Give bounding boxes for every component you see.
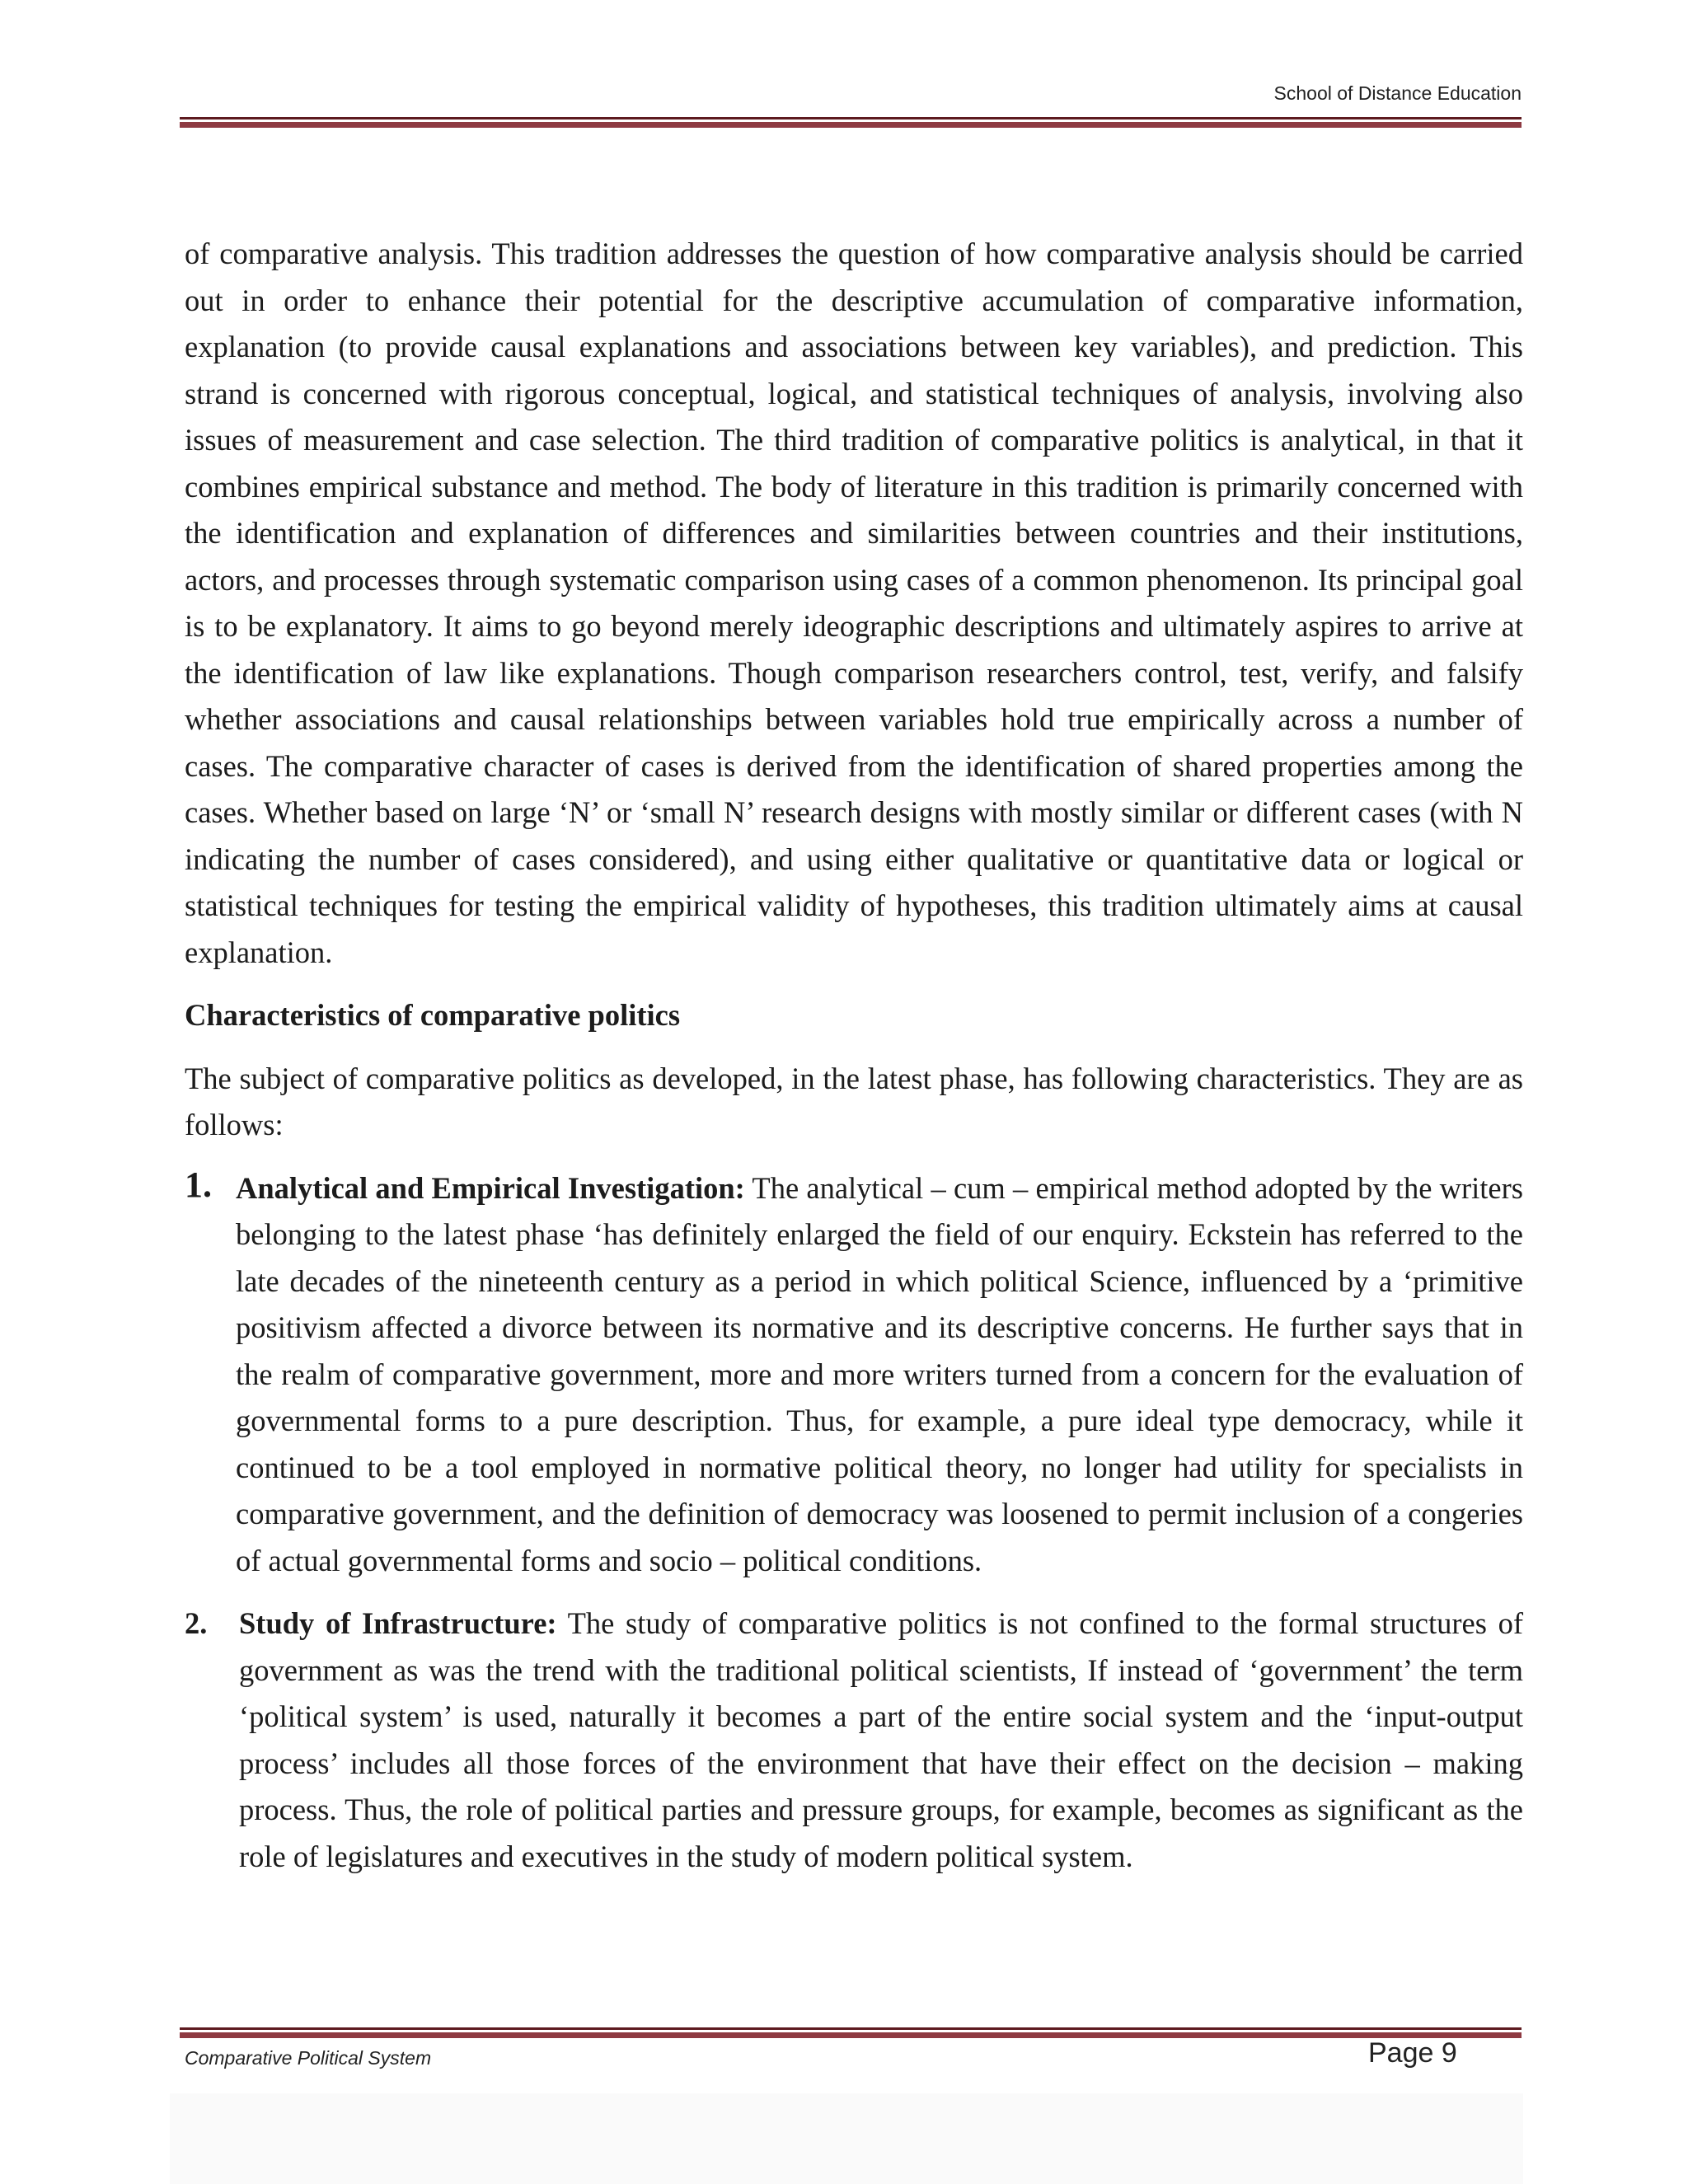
list-item-label: Study of Infrastructure: [239, 1606, 557, 1640]
body-paragraph: of comparative analysis. This tradition addresses the question of how comparative analysis should be carried out in order to enhance their potential for the descriptive accumulation of comparative information, explanation (to provide causal explanations and associations between key variables), and prediction. This strand is concerned with rigorous conceptual, logical, and statistical techniques of analysis, involving also issues of measurement and case selection. The third tradition of comparative politics is analytical, in that it combines empirical substance and method. The body of literature in this tradition is primarily concerned with the identification and explanation of differences and similarities between countries and their institutions, actors, and processes through systematic comparison using cases of a common phenomenon. Its principal goal is to be explanatory. It aims to go beyond merely ideographic descriptions and ultimately aspires to arrive at the identification of law like explanations. Though comparison researchers control, test, verify, and falsify whether associations and causal relationships between variables hold true empirically across a number of cases. The comparative character of cases is derived from the identification of shared properties among the cases. Whether based on large ‘N’ or ‘small N’ research designs with mostly similar or different cases (with N indicating the number of cases considered), and using either qualitative or quantitative data or logical or statistical techniques for testing the empirical validity of hypotheses, this tradition ultimately aims at causal explanation. [185, 237, 1523, 969]
intro-paragraph: The subject of comparative politics as developed, in the latest phase, has following characteristics. They are as follows: [185, 1061, 1523, 1141]
page-number: Page 9 [1368, 2037, 1457, 2069]
page-bottom-shade [170, 2093, 1523, 2184]
header-title: School of Distance Education [1273, 82, 1522, 104]
header-divider [180, 117, 1522, 128]
list-item-label: Analytical and Empirical Investigation: [236, 1170, 745, 1205]
page-body [185, 231, 1523, 1880]
list-item-text: The study of comparative politics is not confined to the formal structures of government as was the trend with the traditional political scientists, If instead of ‘government’ the term ‘political system’ is used, naturally it becomes a part of the entire social system and the ‘input-output process’ includes all those forces of the environment that have their effect on the decision – making process. Thus, the role of political parties and pressure groups, for example, becomes as significant as the role of legislatures and executives in the study of modern political system. [239, 1606, 1523, 1873]
footer-divider [180, 2027, 1522, 2038]
list-item-text: The analytical – cum – empirical method adopted by the writers belonging to the latest phase ‘has definitely enlarged the field of our enquiry. Eckstein has referred to the late decades of the nineteenth century as a period in which political Science, influenced by a ‘primitive positivism affected a divorce between its normative and its descriptive concerns. He further says that in the realm of comparative government, more and more writers turned from a concern for the evaluation of governmental forms to a pure description. Thus, for example, a pure ideal type democracy, while it continued to be a tool employed in normative political theory, no longer had utility for specialists in comparative government, and the definition of democracy was loosened to permit inclusion of a congeries of actual governmental forms and socio – political conditions. [236, 1170, 1523, 1577]
list-item-number: 2. [185, 1606, 208, 1640]
list-item-number: 1. [185, 1164, 212, 1205]
list-item [185, 1601, 1523, 1880]
list-item [185, 1165, 1523, 1585]
footer-course-title: Comparative Political System [185, 2047, 432, 2069]
section-heading: Characteristics of comparative politics [185, 998, 681, 1032]
